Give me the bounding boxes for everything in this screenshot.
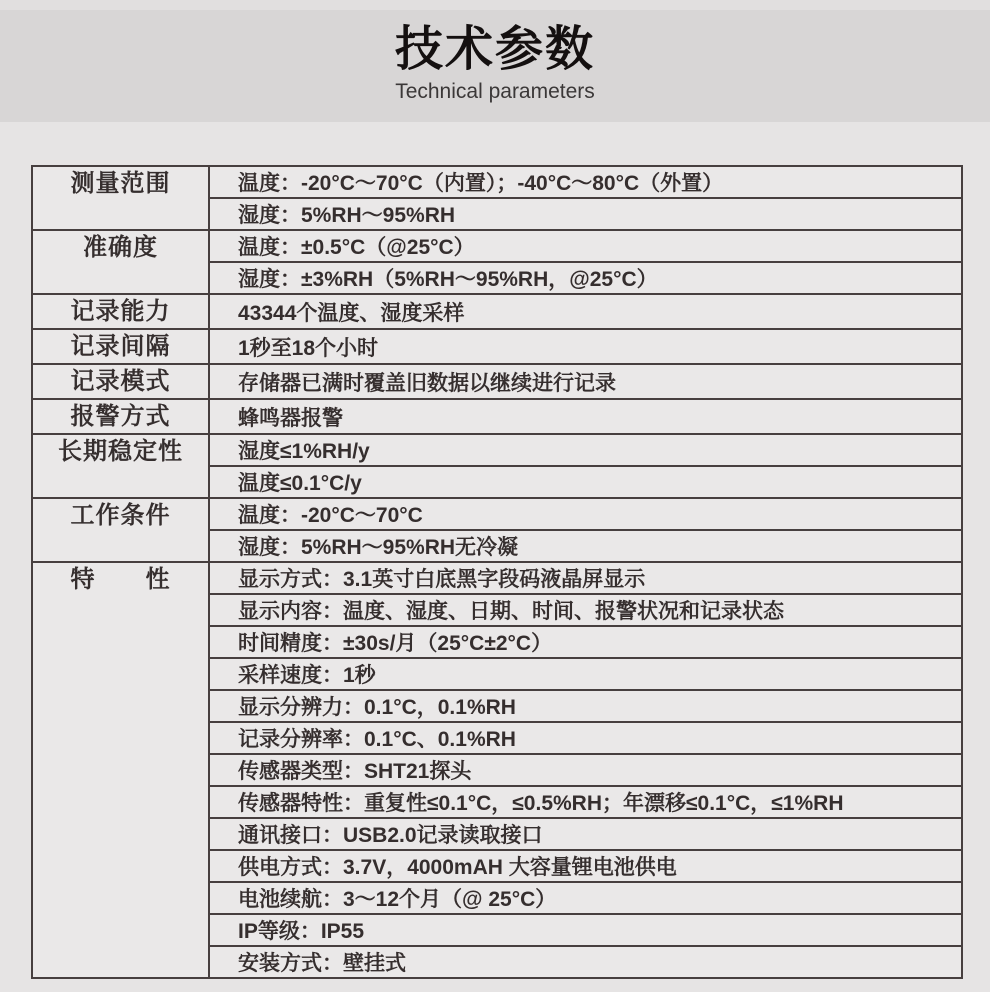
- row-label: 工作条件: [32, 498, 209, 562]
- row-value: 供电方式：3.7V，4000mAH 大容量锂电池供电: [209, 850, 962, 882]
- row-value: 湿度：±3%RH（5%RH～95%RH，@25°C）: [209, 262, 962, 294]
- row-label: 记录能力: [32, 294, 209, 329]
- row-value: 采样速度：1秒: [209, 658, 962, 690]
- table-row: [32, 498, 962, 530]
- row-value: 温度：-20°C～70°C: [209, 498, 962, 530]
- row-value: 蜂鸣器报警: [209, 399, 962, 434]
- row-label: 记录模式: [32, 364, 209, 399]
- row-value: 传感器类型：SHT21探头: [209, 754, 962, 786]
- table-row: [32, 399, 962, 434]
- table-row: [32, 562, 962, 594]
- table-row: [32, 434, 962, 466]
- row-label: 长期稳定性: [32, 434, 209, 498]
- table-row: [32, 364, 962, 399]
- row-value: 传感器特性：重复性≤0.1°C，≤0.5%RH；年漂移≤0.1°C，≤1%RH: [209, 786, 962, 818]
- spec-table-body: [32, 166, 962, 978]
- row-value: 记录分辨率：0.1°C、0.1%RH: [209, 722, 962, 754]
- row-value: 存储器已满时覆盖旧数据以继续进行记录: [209, 364, 962, 399]
- page-subtitle: Technical parameters: [395, 79, 595, 103]
- row-value: 温度：±0.5°C（@25°C）: [209, 230, 962, 262]
- row-value: 湿度：5%RH～95%RH: [209, 198, 962, 230]
- title-section: [0, 10, 990, 122]
- row-value: 显示内容：温度、湿度、日期、时间、报警状况和记录状态: [209, 594, 962, 626]
- row-value: 显示方式：3.1英寸白底黑字段码液晶屏显示: [209, 562, 962, 594]
- row-value: 43344个温度、湿度采样: [209, 294, 962, 329]
- row-value: 时间精度：±30s/月（25°C±2°C）: [209, 626, 962, 658]
- row-value: 湿度：5%RH～95%RH无冷凝: [209, 530, 962, 562]
- row-value: 温度≤0.1°C/y: [209, 466, 962, 498]
- row-label: 准确度: [32, 230, 209, 294]
- row-label: 特 性: [32, 562, 209, 978]
- row-value: 安装方式：壁挂式: [209, 946, 962, 978]
- row-value: 通讯接口：USB2.0记录读取接口: [209, 818, 962, 850]
- row-label: 记录间隔: [32, 329, 209, 364]
- row-value: 1秒至18个小时: [209, 329, 962, 364]
- row-value: 电池续航：3～12个月（@ 25°C）: [209, 882, 962, 914]
- row-value: 温度：-20°C～70°C（内置）；-40°C～80°C（外置）: [209, 166, 962, 198]
- table-row: [32, 329, 962, 364]
- row-value: 显示分辨力：0.1°C，0.1%RH: [209, 690, 962, 722]
- row-value: IP等级：IP55: [209, 914, 962, 946]
- spec-table: [31, 165, 963, 979]
- row-value: 湿度≤1%RH/y: [209, 434, 962, 466]
- page-title: 技术参数: [394, 23, 595, 76]
- top-strip: [0, 0, 990, 10]
- table-row: [32, 166, 962, 198]
- table-row: [32, 294, 962, 329]
- table-row: [32, 230, 962, 262]
- row-label: 测量范围: [32, 166, 209, 230]
- row-label: 报警方式: [32, 399, 209, 434]
